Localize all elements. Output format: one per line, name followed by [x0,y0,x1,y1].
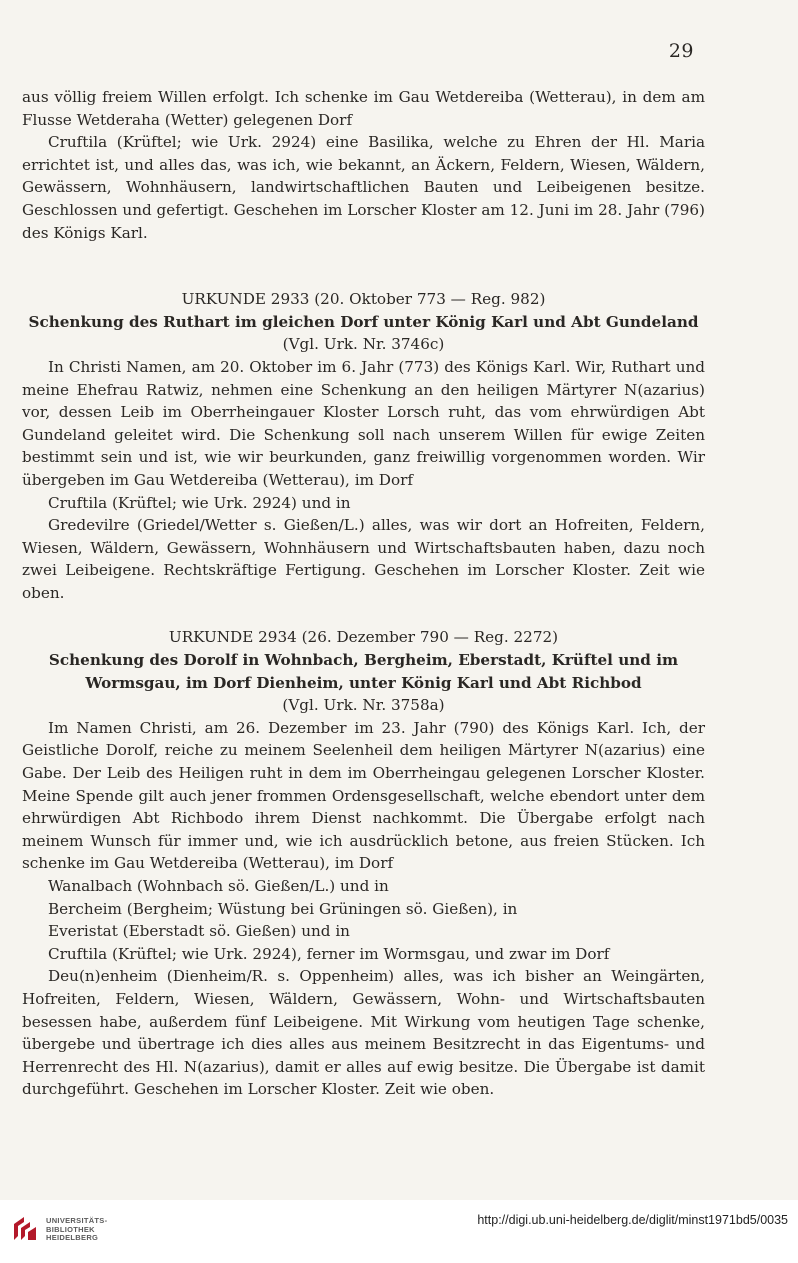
footer-bar [0,1200,798,1263]
paragraph: aus völlig freiem Willen erfolgt. Ich schenke im Gau Wetdereiba (Wetterau), in dem am Flusse Wetderaha (Wetter) gelegenen Dorf [22,88,705,129]
section-heading: URKUNDE 2933 (20. Oktober 773 — Reg. 982) [181,290,546,309]
paragraph: Deu(n)enheim (Dienheim/R. s. Oppenheim) alles, was ich bisher an Weingärten, Hofreiten, Feldern, Wiesen, Wäldern, Gewässern, Wohn- und Wirtschaftsbauten besessen habe, außerdem fünf Leibeigene. Mit Wirkung vom heutigen Tage schenke, übergebe und übertrage ich dies alles aus meinem Besitzrecht in das Eigentums- und Herrenrecht des Hl. N(azarius), damit er alles auf ewig besitze. Die Übergabe ist damit durchgeführt. Geschehen im Lorscher Kloster. Zeit wie oben. [22,967,705,1099]
paragraph: Cruftila (Krüftel; wie Urk. 2924) und in [48,493,351,512]
document-body [22,86,705,1101]
paragraph: Cruftila (Krüftel; wie Urk. 2924), ferner im Wormsgau, und zwar im Dorf [48,944,610,963]
page-number: 29 [668,40,694,62]
section-reference: (Vgl. Urk. Nr. 3758a) [282,696,445,715]
section-heading: URKUNDE 2934 (26. Dezember 790 — Reg. 2272) [168,628,559,647]
paragraph: Cruftila (Krüftel; wie Urk. 2924) eine Basilika, welche zu Ehren der Hl. Maria errichtet ist, und alles das, was ich, wie bekannt, an Äckern, Feldern, Wiesen, Wäldern, Gewässern, Wohnhäusern, landwirtschaftlichen Bauten und Leibeigenen besitze. Geschlossen und gefertigt. Geschehen im Lorscher Kloster am 12. Juni im 28. Jahr (796) des Königs Karl. [22,133,705,242]
section-title: Schenkung des Ruthart im gleichen Dorf unter König Karl und Abt Gundeland [28,312,699,331]
section-title: Schenkung des Dorolf in Wohnbach, Bergheim, Eberstadt, Krüftel und im Wormsgau, im Dorf Dienheim, unter König Karl und Abt Richbod [48,651,679,692]
paragraph: Im Namen Christi, am 26. Dezember im 23. Jahr (790) des Königs Karl. Ich, der Geistliche Dorolf, reiche zu meinem Seelenheil dem heiligen Märtyrer N(azarius) eine Gabe. Der Leib des Heiligen ruht in dem im Oberrheingau gelegenen Lorscher Kloster. Meine Spende gilt auch jener frommen Ordensgesellschaft, welche ebendort unter dem ehrwürdigen Abt Richbodo ihrem Dienst nachkommt. Die Übergabe erfolgt nach meinem Wunsch für immer und, wie ich ausdrücklich betone, aus freien Stücken. Ich schenke im Gau Wetdereiba (Wetterau), im Dorf [22,718,705,873]
paragraph: Bercheim (Bergheim; Wüstung bei Grüningen sö. Gießen), in [48,899,518,918]
library-name: UNIVERSITÄTS- BIBLIOTHEK HEIDELBERG [46,1216,108,1242]
paragraph: In Christi Namen, am 20. Oktober im 6. Jahr (773) des Königs Karl. Wir, Ruthart und meine Ehefrau Ratwiz, nehmen eine Schenkung an den heiligen Märtyrer N(azarius) vor, dessen Leib im Oberrheingauer Kloster Lorsch ruht, das vom ehrwürdigen Abt Gundeland geleitet wird. Die Schenkung soll nach unserem Willen für ewige Zeiten bestimmt sein und ist, wie wir beurkunden, ganz freiwillig vorgenommen worden. Wir übergeben im Gau Wetdereiba (Wetterau), im Dorf [22,357,705,489]
paragraph: Everistat (Eberstadt sö. Gießen) und in [48,922,350,941]
paragraph: Wanalbach (Wohnbach sö. Gießen/L.) und in [48,877,389,895]
source-url-link[interactable]: http://digi.ub.uni-heidelberg.de/diglit/minst1971bd5/0035 [477,1213,788,1227]
section-reference: (Vgl. Urk. Nr. 3746c) [282,335,445,354]
paragraph: Gredevilre (Griedel/Wetter s. Gießen/L.) alles, was wir dort an Hofreiten, Feldern, Wiesen, Wäldern, Gewässern, Wohnhäusern und Wirtschaftsbauten haben, dazu noch zwei Leibeigene. Rechtskräftige Fertigung. Geschehen im Lorscher Kloster. Zeit wie oben. [22,516,705,602]
library-logo-icon [10,1214,40,1244]
